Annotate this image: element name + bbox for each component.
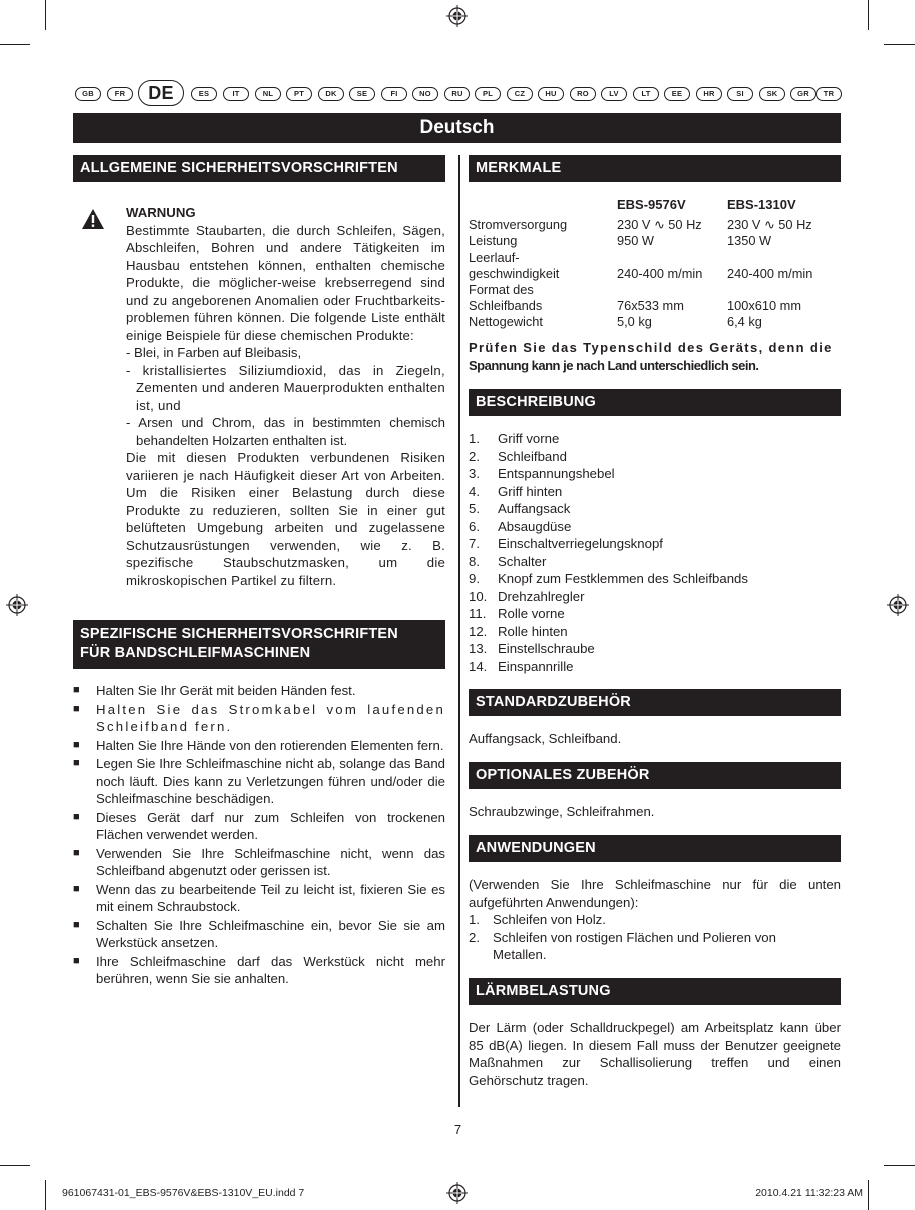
list-item <box>73 737 445 755</box>
optional-accessories-text: Schraubzwinge, Schleifrahmen. <box>469 804 655 819</box>
spec-label: Schleifbands <box>469 298 543 314</box>
model-1-header: EBS-9576V <box>617 197 686 212</box>
crop-mark-bottom-right-h <box>884 1165 915 1166</box>
registration-target-icon <box>446 1182 468 1204</box>
standard-accessories-text: Auffangsack, Schleifband. <box>469 731 622 746</box>
list-item-text: Absaugdüse <box>498 518 572 534</box>
list-item-text: Schalten Sie Ihre Schleifmaschine ein, bevor Sie sie am Werkstück ansetzen. <box>96 917 445 950</box>
warning-item: - Arsen und Chrom, das in bestimmten chemisch behandelten Holzarten enthalten ist. <box>126 415 445 448</box>
list-item-text: Drehzahlregler <box>498 588 585 604</box>
table-row <box>469 250 812 266</box>
features-note-line1: Prüfen Sie das Typenschild des Geräts, denn die <box>469 340 833 355</box>
list-number: 1. <box>469 912 480 927</box>
bullet-icon: ■ <box>73 846 80 859</box>
lang-ee[interactable]: EE <box>664 87 690 101</box>
list-number: 6. <box>469 518 480 534</box>
applications-intro: (Verwenden Sie Ihre Schleifmaschine nur für die unten aufgeführten Anwendungen): <box>469 877 841 910</box>
lang-hr[interactable]: HR <box>696 87 722 101</box>
list-item-text: Schleifband <box>498 448 567 464</box>
warning-item: - Blei, in Farben auf Bleibasis, <box>126 345 302 360</box>
list-item <box>469 553 841 571</box>
table-row <box>469 282 812 298</box>
list-item-text: Halten Sie Ihre Hände von den rotierenden Elementen fern. <box>96 737 444 753</box>
features-heading: MERKMALE <box>469 155 841 182</box>
warning-triangle-icon <box>81 208 105 230</box>
lang-fr[interactable]: FR <box>107 87 133 101</box>
warning-block <box>126 204 445 589</box>
list-number: 4. <box>469 483 480 499</box>
spec-label: geschwindigkeit <box>469 265 560 281</box>
bullet-icon: ■ <box>73 882 80 895</box>
lang-gr[interactable]: GR <box>790 87 816 101</box>
bullet-icon: ■ <box>73 810 80 823</box>
list-number: 7. <box>469 536 480 551</box>
list-item <box>73 809 445 844</box>
lang-de[interactable]: DE <box>138 80 184 106</box>
features-table <box>469 197 841 331</box>
page-title: Deutsch <box>73 113 841 143</box>
lang-pl[interactable]: PL <box>475 87 501 101</box>
spec-value: 240-400 m/min <box>617 265 703 281</box>
list-number: 10. <box>469 588 488 604</box>
spec-label: Leistung <box>469 233 518 249</box>
warning-title: WARNUNG <box>126 205 196 220</box>
list-item-text: Halten Sie das Stromkabel vom laufenden Schleifband fern. <box>96 701 445 734</box>
list-item <box>73 755 445 808</box>
list-item-text: Einspannrille <box>498 658 574 674</box>
bullet-icon: ■ <box>73 757 80 769</box>
applications-block <box>469 876 841 964</box>
features-note <box>469 339 841 374</box>
list-item <box>469 535 841 553</box>
spec-label: Format des <box>469 282 534 298</box>
lang-lv[interactable]: LV <box>601 87 627 101</box>
spec-value <box>727 250 812 266</box>
lang-nl[interactable]: NL <box>255 87 281 101</box>
footer-file: 961067431-01_EBS-9576V&EBS-1310V_EU.indd 7 <box>62 1187 305 1199</box>
table-row <box>469 298 812 314</box>
list-item-text: Schalter <box>498 553 547 569</box>
lang-dk[interactable]: DK <box>318 87 344 101</box>
lang-si[interactable]: SI <box>727 87 753 101</box>
specific-safety-heading-line2: FÜR BANDSCHLEIFMASCHINEN <box>80 645 311 661</box>
standard-accessories-heading: STANDARDZUBEHÖR <box>469 689 841 716</box>
warning-item: - kristallisiertes Siliziumdioxid, das in Ziegeln, Zementen und anderen Mauerprodukten enthalten ist, und <box>126 362 445 413</box>
list-item <box>73 845 445 880</box>
description-list <box>469 430 841 675</box>
registration-target-icon <box>446 5 468 27</box>
crop-mark-top-left-h <box>0 44 30 45</box>
list-number: 3. <box>469 466 480 481</box>
specific-safety-heading-line1: SPEZIFISCHE SICHERHEITSVORSCHRIFTEN <box>80 626 398 642</box>
list-item-text: Schleifen von rostigen Flächen und Polieren von Metallen. <box>493 929 776 962</box>
warning-intro: Bestimmte Staubarten, die durch Schleifen, Sägen, Abschleifen, Bohren und andere Tätigkeiten im Hausbau entstehen können, enthalten chemische Produkte, die möglicher-weise krebserregend sind und zu angeborenen Anomalien oder Fruchtbarkeits-problemen führen können. Die folgende Liste enthält einige Beispiele für diese chemischen Produkte: <box>126 222 445 343</box>
language-selector <box>75 80 841 106</box>
lang-pt[interactable]: PT <box>286 87 312 101</box>
list-item <box>469 500 841 518</box>
list-item <box>73 917 445 952</box>
crop-mark-bottom-left-h <box>0 1165 30 1166</box>
list-item <box>469 640 841 658</box>
spec-value: 6,4 kg <box>727 314 762 330</box>
list-item <box>469 588 841 606</box>
list-item-text: Halten Sie Ihr Gerät mit beiden Händen fest. <box>96 683 356 698</box>
table-row <box>469 233 812 249</box>
list-item-text: Griff hinten <box>498 483 563 499</box>
bullet-icon: ■ <box>73 918 80 931</box>
crop-mark-top-right-h <box>884 44 915 45</box>
crop-mark-bottom-left-v <box>45 1180 46 1210</box>
spec-value: 1350 W <box>727 233 772 249</box>
list-item <box>469 605 841 623</box>
list-item <box>469 570 841 588</box>
features-note-line2: Spannung kann je nach Land unterschiedlich sein. <box>469 357 759 373</box>
lang-fi[interactable]: FI <box>381 87 407 101</box>
table-row <box>469 266 812 282</box>
list-item <box>469 911 841 929</box>
list-number: 11. <box>469 606 487 621</box>
specific-safety-heading <box>73 620 445 669</box>
list-item <box>73 881 445 916</box>
list-item-text: Auffangsack <box>498 501 571 516</box>
lang-no[interactable]: NO <box>412 87 438 101</box>
spec-value: 76x533 mm <box>617 298 684 314</box>
registration-target-icon <box>6 594 28 616</box>
list-item-text: Knopf zum Festklemmen des Schleifbands <box>498 571 748 586</box>
table-row <box>469 314 812 330</box>
list-item-text: Rolle hinten <box>498 623 568 639</box>
list-item-text: Griff vorne <box>498 431 560 446</box>
list-number: 12. <box>469 623 488 639</box>
list-item <box>469 518 841 536</box>
lang-cz[interactable]: CZ <box>507 87 533 101</box>
lang-se[interactable]: SE <box>349 87 375 101</box>
spec-value <box>727 282 812 298</box>
list-item-text: Ihre Schleifmaschine darf das Werkstück nicht mehr berühren, wenn Sie sie anhalten. <box>96 953 445 986</box>
list-item-text: Wenn das zu bearbeitende Teil zu leicht ist, fixieren Sie es mit einem Schraubstock. <box>96 881 445 914</box>
list-item-text: Verwenden Sie Ihre Schleifmaschine nicht, wenn das Schleifband abgenutzt oder gerissen ist. <box>96 845 445 878</box>
spec-value <box>617 282 727 298</box>
general-safety-heading: ALLGEMEINE SICHERHEITSVORSCHRIFTEN <box>73 155 445 182</box>
lang-ro[interactable]: RO <box>570 87 596 101</box>
applications-heading: ANWENDUNGEN <box>469 835 841 862</box>
specific-safety-list <box>73 682 445 989</box>
list-item-text: Schleifen von Holz. <box>493 912 606 927</box>
list-number: 13. <box>469 641 488 656</box>
lang-ru[interactable]: RU <box>444 87 470 101</box>
list-item <box>469 448 841 466</box>
crop-mark-top-right-v <box>868 0 869 30</box>
list-item <box>73 701 445 736</box>
list-number: 2. <box>469 448 480 464</box>
list-item-text: Legen Sie Ihre Schleifmaschine nicht ab, solange das Band noch läuft. Dies kann zu Verletzungen führen und/oder die Schleifmaschine beschädigen. <box>96 756 445 806</box>
list-item-text: Rolle vorne <box>498 606 565 621</box>
list-item <box>469 465 841 483</box>
list-number: 9. <box>469 571 480 586</box>
list-number: 14. <box>469 658 488 674</box>
list-item-text: Einschaltverriegelungsknopf <box>498 536 663 551</box>
spec-label: Leerlauf- <box>469 249 520 265</box>
list-item-text: Einstellschraube <box>498 641 595 656</box>
lang-lt[interactable]: LT <box>633 87 659 101</box>
noise-heading: LÄRMBELASTUNG <box>469 978 841 1005</box>
list-item <box>469 430 841 448</box>
lang-hu[interactable]: HU <box>538 87 564 101</box>
spec-value <box>617 250 727 266</box>
crop-mark-bottom-right-v <box>868 1180 869 1210</box>
spec-value: 950 W <box>617 233 654 249</box>
bullet-icon: ■ <box>73 738 80 751</box>
spec-label: Stromversorgung <box>469 217 568 233</box>
model-2-header: EBS-1310V <box>727 197 796 212</box>
spec-value: 230 V ∿ 50 Hz <box>617 217 702 233</box>
registration-target-icon <box>887 594 909 616</box>
spec-value: 100x610 mm <box>727 298 801 314</box>
lang-it[interactable]: IT <box>223 87 249 101</box>
column-divider <box>458 155 460 1107</box>
bullet-icon: ■ <box>73 684 80 696</box>
list-number: 8. <box>469 553 480 569</box>
list-item <box>469 658 841 676</box>
list-number: 1. <box>469 431 480 446</box>
list-item <box>469 483 841 501</box>
spec-label: Nettogewicht <box>469 314 543 330</box>
list-item <box>469 929 841 964</box>
list-item <box>469 623 841 641</box>
spec-value: 230 V ∿ 50 Hz <box>727 217 812 233</box>
list-item <box>73 682 445 700</box>
warning-outro: Die mit diesen Produkten verbundenen Risiken variieren je nach Häufigkeit dieser Art von Arbeiten. Um die Risiken einer Belastung durch diese Produkte zu reduzieren, sollten Sie in einer gut belüfteten Umgebung arbeiten und zugelassene Schutzausrüstungen verwenden, wie z. B. spezifische Staubschutzmasken, um die mikroskopischen Partikel zu filtern. <box>126 450 445 588</box>
list-item-text: Entspannungshebel <box>498 466 615 481</box>
lang-es[interactable]: ES <box>191 87 217 101</box>
spec-value: 240-400 m/min <box>727 265 813 281</box>
list-number: 5. <box>469 501 480 516</box>
lang-sk[interactable]: SK <box>759 87 785 101</box>
list-item <box>73 953 445 988</box>
footer-timestamp: 2010.4.21 11:32:23 AM <box>755 1187 863 1199</box>
description-heading: BESCHREIBUNG <box>469 389 841 416</box>
list-item-text: Dieses Gerät darf nur zum Schleifen von trockenen Flächen verwendet werden. <box>96 809 445 842</box>
spec-value: 5,0 kg <box>617 314 652 330</box>
crop-mark-top-left-v <box>45 0 46 30</box>
bullet-icon: ■ <box>73 702 82 715</box>
list-number: 2. <box>469 929 480 945</box>
noise-text: Der Lärm (oder Schalldruckpegel) am Arbeitsplatz kann über 85 dB(A) liegen. In diesem Fall muss der Benutzer geeignete Maßnahmen zur Schallisolierung treffen und einen Gehörschutz tragen. <box>469 1020 841 1088</box>
page-number: 7 <box>453 1122 462 1137</box>
lang-tr[interactable]: TR <box>816 87 842 101</box>
table-row <box>469 217 812 233</box>
lang-gb[interactable]: GB <box>75 87 101 101</box>
optional-accessories-heading: OPTIONALES ZUBEHÖR <box>469 762 841 789</box>
bullet-icon: ■ <box>73 954 80 967</box>
